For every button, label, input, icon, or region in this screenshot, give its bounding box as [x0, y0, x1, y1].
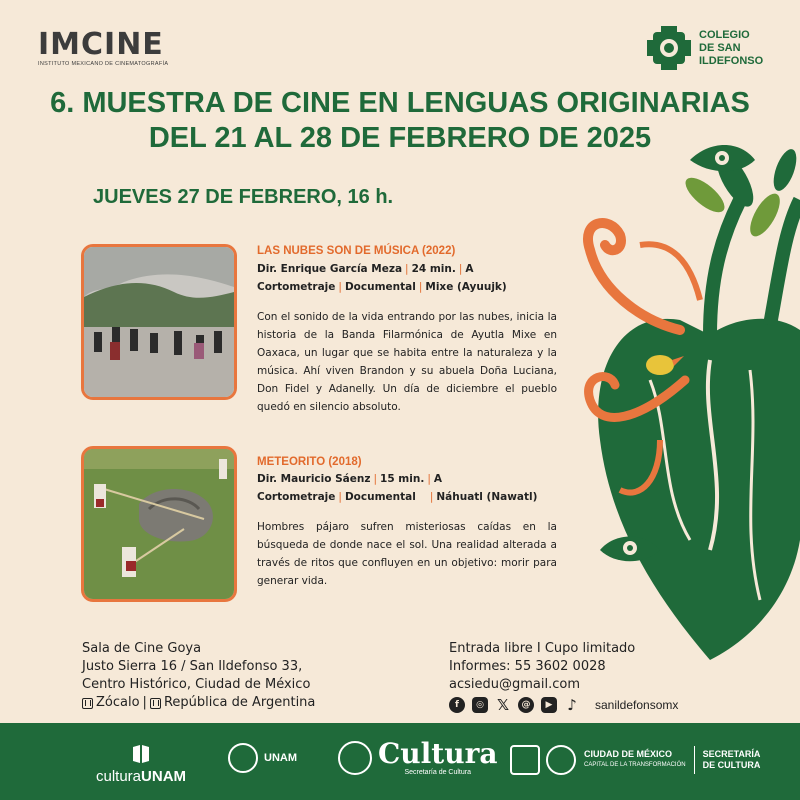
- metro-station-1: Zócalo: [96, 695, 140, 710]
- metro-stations: Zócalo | República de Argentina: [82, 694, 315, 712]
- film-2-duration: 15 min.: [380, 473, 425, 485]
- cultura-text: Cultura: [378, 737, 498, 770]
- unam-text: UNAM: [264, 752, 297, 764]
- metro-station-2: República de Argentina: [163, 695, 316, 710]
- film-2-title: METEORITO (2018): [257, 456, 362, 468]
- cultura-unam-icon: [131, 745, 151, 763]
- colegio-line-3: ILDEFONSO: [699, 54, 764, 67]
- metro-icon: [82, 698, 93, 709]
- page-title-line-1: 6. MUESTRA DE CINE EN LENGUAS ORIGINARIAS: [50, 87, 750, 119]
- phone-info: Informes: 55 3602 0028: [449, 659, 606, 674]
- film-2-still: [81, 446, 237, 602]
- film-1-synopsis: Con el sonido de la vida entrando por las nubes, inicia la historia de la Banda Filarmónica de Ayutla Mixe en Oaxaca, un lugar que se habita entre la naturaleza y la música. Ahí viven Brandon y su abuela Doña Luciana, Don Fidel y Adanelly. Un día de diciembre el pueblo quedó en silencio absoluto.: [257, 311, 557, 413]
- cultura-unam-text-1: cultura: [96, 768, 142, 785]
- film-2-meta: Dir. Mauricio Sáenz | 15 min. | A Cortometraje | Documental | Náhuatl (Nawatl): [257, 473, 538, 503]
- film-1-title: LAS NUBES SON DE MÚSICA (2022): [257, 245, 456, 257]
- venue-address-1: Justo Sierra 16 / San Ildefonso 33,: [82, 659, 303, 674]
- youtube-icon[interactable]: ▶: [541, 697, 557, 713]
- mexico-seal-icon: [338, 741, 372, 775]
- threads-icon[interactable]: @: [518, 697, 534, 713]
- film-2-genre: Documental: [344, 491, 416, 503]
- venue-address-2: Centro Histórico, Ciudad de México: [82, 677, 311, 692]
- instagram-icon[interactable]: ◎: [472, 697, 488, 713]
- x-icon[interactable]: 𝕏: [496, 696, 510, 714]
- film-1-rating: A: [465, 263, 474, 275]
- social-links: [449, 696, 678, 714]
- imcine-logo-text: IMCINE: [38, 27, 164, 62]
- screening-date: JUEVES 27 DE FEBRERO, 16 h.: [93, 186, 394, 208]
- contact-info: [449, 640, 678, 714]
- film-1-duration: 24 min.: [411, 263, 456, 275]
- cdmx-shield-icon: [510, 745, 540, 775]
- film-1-language: Mixe (Ayuujk): [425, 281, 507, 293]
- imcine-logo-subtitle: INSTITUTO MEXICANO DE CINEMATOGRAFÍA: [38, 61, 169, 67]
- colegio-line-2: DE SAN: [699, 41, 741, 54]
- divider: [694, 746, 695, 774]
- secretaria-text-2: DE CULTURA: [702, 760, 761, 770]
- cdmx-text-2: CAPITAL DE LA TRANSFORMACIÓN: [584, 762, 686, 768]
- tiktok-icon[interactable]: ♪: [567, 696, 577, 714]
- colegio-san-ildefonso-logo: [645, 24, 779, 72]
- film-1-genre: Documental: [344, 281, 416, 293]
- colegio-line-1: COLEGIO: [699, 28, 750, 41]
- cultura-subtitle: Secretaría de Cultura: [404, 769, 471, 776]
- secretaria-text-1: SECRETARÍA: [702, 749, 761, 759]
- heart-plant-illustration: [560, 120, 800, 720]
- sponsor-footer: [0, 723, 800, 800]
- film-1-format: Cortometraje: [257, 281, 336, 293]
- film-1-still-image: [84, 247, 234, 397]
- film-2-still-image: [84, 449, 234, 599]
- venue-name: Sala de Cine Goya: [82, 641, 202, 656]
- imcine-logo: [38, 27, 169, 67]
- film-1-still: [81, 244, 237, 400]
- film-2-director: Dir. Mauricio Sáenz: [257, 473, 371, 485]
- colegio-emblem-icon: [645, 24, 693, 72]
- unam-logo: [228, 743, 297, 773]
- film-2-language: Náhuatl (Nawatl): [436, 491, 538, 503]
- email-info[interactable]: acsiedu@gmail.com: [449, 677, 580, 692]
- entry-info: Entrada libre I Cupo limitado: [449, 641, 636, 656]
- venue-info: [82, 640, 315, 712]
- cdmx-text-1: CIUDAD DE MÉXICO: [584, 749, 673, 759]
- cdmx-emblem-icon: [546, 745, 576, 775]
- cultura-unam-text-2: UNAM: [141, 768, 187, 785]
- social-handle[interactable]: sanildefonsomx: [595, 698, 679, 712]
- page-title-line-2: DEL 21 AL 28 DE FEBRERO DE 2025: [148, 122, 652, 154]
- facebook-icon[interactable]: f: [449, 697, 465, 713]
- film-2-synopsis: Hombres pájaro sufren misteriosas caídas en la búsqueda de donde nace el sol. Una realidad alterada a través de ritos que confluyen en un objetivo: morir para generar vida.: [257, 521, 557, 587]
- metrobus-icon: [150, 698, 161, 709]
- film-1-director: Dir. Enrique García Meza: [257, 263, 403, 275]
- film-1-meta: Dir. Enrique García Meza | 24 min. | A Cortometraje | Documental | Mixe (Ayuujk): [257, 263, 507, 293]
- unam-seal-icon: [228, 743, 258, 773]
- cdmx-logo: [510, 745, 760, 775]
- cultura-unam-logo: [96, 745, 186, 785]
- secretaria-cultura-logo: [338, 739, 497, 776]
- film-2-rating: A: [433, 473, 442, 485]
- film-2-format: Cortometraje: [257, 491, 336, 503]
